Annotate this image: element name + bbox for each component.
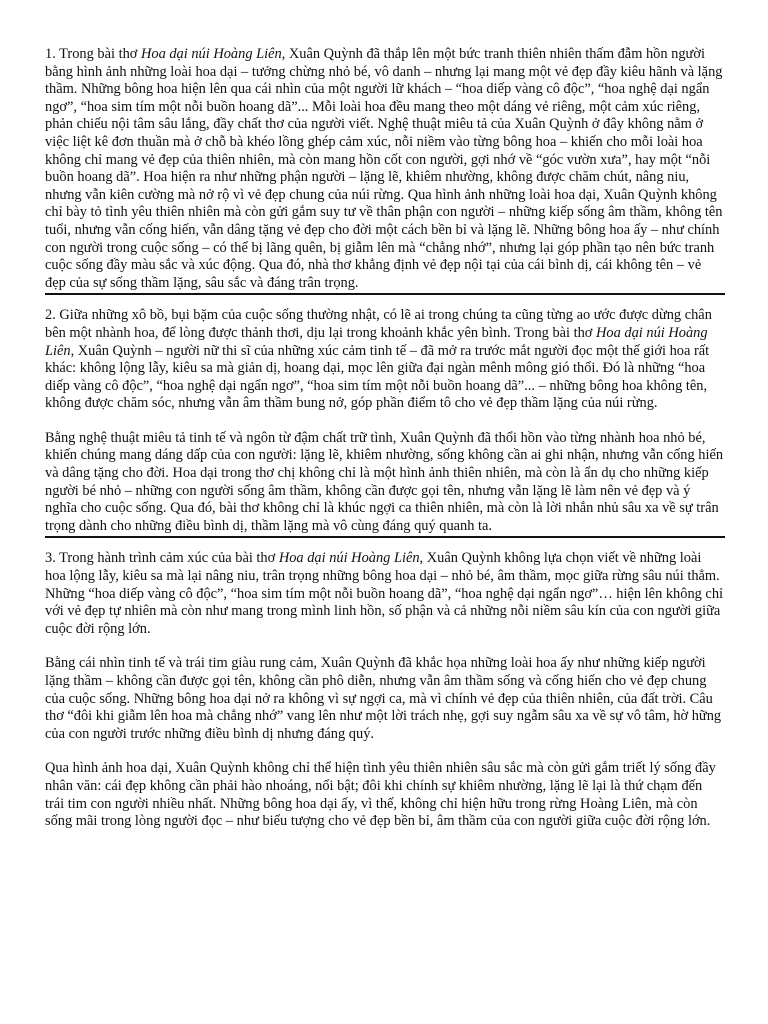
poem-title: Hoa dại núi Hoàng Liên [140, 46, 282, 62]
paragraph: Qua hình ảnh hoa dại, Xuân Quỳnh không chỉ thể hiện tình yêu thiên nhiên sâu sắc mà còn gửi gắm triết lý sống đầy nhân văn: cái đẹp không cần phải hào nhoáng, nổi bật; đôi khi chính sự khiêm nhường, lặng lẽ lại là thứ chạm đến trái tim con người nhiều nhất. Những bông hoa dại ấy, vì thế, không chỉ hiện hữu trong rừng Hoàng Liên, mà còn sống mãi trong lòng người đọc – như biểu tượng cho vẻ đẹp bền bỉ, âm thầm của con người giữa cuộc đời rộng lớn. [45, 760, 716, 830]
paragraph: 1. Trong bài thơ Hoa dại núi Hoàng Liên, Xuân Quỳnh đã thắp lên một bức tranh thiên nhiên thấm đẫm hồn người bằng hình ảnh những loài hoa dại – tưởng chừng nhỏ bé, vô danh – nhưng lại mang một vẻ đẹp đầy kiêu hãnh và lặng thầm. Những bông hoa hiện lên qua cái nhìn của một người lữ khách – “hoa diếp vàng cô độc”, “hoa nghệ dại ngẩn ngơ”, “hoa sim tím một nỗi buồn hoang dã”... Mỗi loài hoa đều mang theo một dáng vẻ riêng, một cảm xúc riêng, phản chiếu nội tâm sâu lắng, đầy chất thơ của người viết. Nghệ thuật miêu tả của Xuân Quỳnh ở đây không nằm ở việc liệt kê đơn thuần mà ở chỗ bà khéo lồng ghép cảm xúc, nỗi niềm vào từng bông hoa – khiến cho mỗi loài hoa không chỉ mang vẻ đẹp của thiên nhiên, mà còn mang hồn cốt con người, gợi nhớ về “góc vườn xưa”, hay một “nỗi buồn hoang dã”. Hoa hiện ra như những phận người – lặng lẽ, khiêm nhường, không được chăm chút, nâng niu, nhưng vẫn kiên cường mà nở rộ vì vẻ đẹp chung của núi rừng. Qua hình ảnh những loài hoa dại, Xuân Quỳnh không chỉ bày tỏ tình yêu thiên nhiên mà còn gửi gắm suy tư về thân phận con người – những kiếp sống âm thầm, không tên tuổi, nhưng vẫn cống hiến, vẫn dâng tặng vẻ đẹp cho đời một cách bền bỉ và lặng lẽ. Những bông hoa ấy – như chính con người trong cuộc sống – có thể bị lãng quên, bị giẫm lên mà “chẳng nhớ”, nhưng lại góp phần tạo nên bức tranh cuộc sống đầy màu sắc và xúc động. Qua đó, nhà thơ khẳng định vẻ đẹp nội tại của cái bình dị, cái không tên – vẻ đẹp của sự sống thầm lặng, sâu sắc và đáng trân trọng. [45, 46, 723, 291]
paragraph: Bằng nghệ thuật miêu tả tinh tế và ngôn từ đậm chất trữ tình, Xuân Quỳnh đã thổi hồn vào từng nhành hoa nhỏ bé, khiến chúng mang dáng dấp của con người: lặng lẽ, khiêm nhường, sống không cần ai ghi nhận, nhưng vẫn cống hiến và dâng tặng cho đời. Hoa dại trong thơ chị không chỉ là một hình ảnh thiên nhiên, mà còn là ẩn dụ cho những kiếp người bé nhỏ – những con người sống âm thầm, không cần được gọi tên, nhưng vẫn lặng lẽ làm nên vẻ đẹp và ý nghĩa cho cuộc sống. Qua đó, bài thơ không chỉ là khúc ngợi ca thiên nhiên, mà còn là lời nhắn nhủ sâu xa về sự trân trọng dành cho những điều bình dị, thầm lặng mà vô cùng đáng quý quanh ta. [45, 429, 724, 534]
poem-title: Hoa dại núi Hoàng Liên [278, 550, 420, 567]
section-2 [45, 307, 725, 535]
poem-title: Hoa dại núi Hoàng Liên [45, 324, 708, 359]
paragraph: 3. Trong hành trình cảm xúc của bài thơ Hoa dại núi Hoàng Liên, Xuân Quỳnh không lựa chọn viết về những loài hoa lộng lẫy, kiêu sa mà lại nâng niu, trân trọng những bông hoa dại – nhỏ bé, âm thầm, mọc giữa rừng sâu núi thẳm. Những “hoa diếp vàng cô độc”, “hoa sim tím một nỗi buồn hoang dã”, “hoa nghệ dại ngẩn ngơ”… hiện lên không chỉ với vẻ đẹp tự nhiên mà còn như mang trong mình linh hồn, số phận và cả những nỗi niềm sâu kín của con người giữa cuộc đời rộng lớn. [45, 550, 724, 637]
section-divider [45, 536, 725, 538]
paragraph: Bằng cái nhìn tinh tế và trái tim giàu rung cảm, Xuân Quỳnh đã khắc họa những loài hoa ấy như những kiếp người lặng thầm – không cần được gọi tên, không cần phô diễn, nhưng vẫn âm thầm sống và cống hiến cho vẻ đẹp chung của cuộc sống. Những bông hoa dại nở ra không vì sự ngợi ca, mà vì chính vẻ đẹp của thiên nhiên, của đất trời. Câu thơ “đôi khi giẫm lên hoa mà chẳng nhớ” vang lên như một lời trách nhẹ, gợi suy ngẫm sâu xa về sự vô tâm, hờ hững của con người trước những điều bình dị nhưng đáng quý. [45, 655, 722, 742]
section-divider [45, 293, 725, 295]
section-1 [45, 46, 725, 292]
paragraph: 2. Giữa những xô bồ, bụi bặm của cuộc sống thường nhật, có lẽ ai trong chúng ta cũng từng ao ước được dừng chân bên một nhành hoa, để lòng được thảnh thơi, dịu lại trong khoảnh khắc yên bình. Trong bài thơ Hoa dại núi Hoàng Liên, Xuân Quỳnh – người nữ thi sĩ của những xúc cảm tinh tế – đã mở ra trước mắt người đọc một thế giới hoa rất khác: không lộng lẫy, kiêu sa mà giản dị, hoang dại, mọc lên giữa đại ngàn mênh mông gió thổi. Đó là những “hoa diếp vàng cô độc”, “hoa nghệ dại ngẩn ngơ”, “hoa sim tím một nỗi buồn hoang dã”... – những bông hoa không tên, không được chăm sóc, nhưng vẫn âm thầm bung nở, góp phần điểm tô cho vẻ đẹp thầm lặng của núi rừng. [45, 307, 712, 412]
document-page [45, 46, 725, 831]
section-3 [45, 550, 725, 830]
